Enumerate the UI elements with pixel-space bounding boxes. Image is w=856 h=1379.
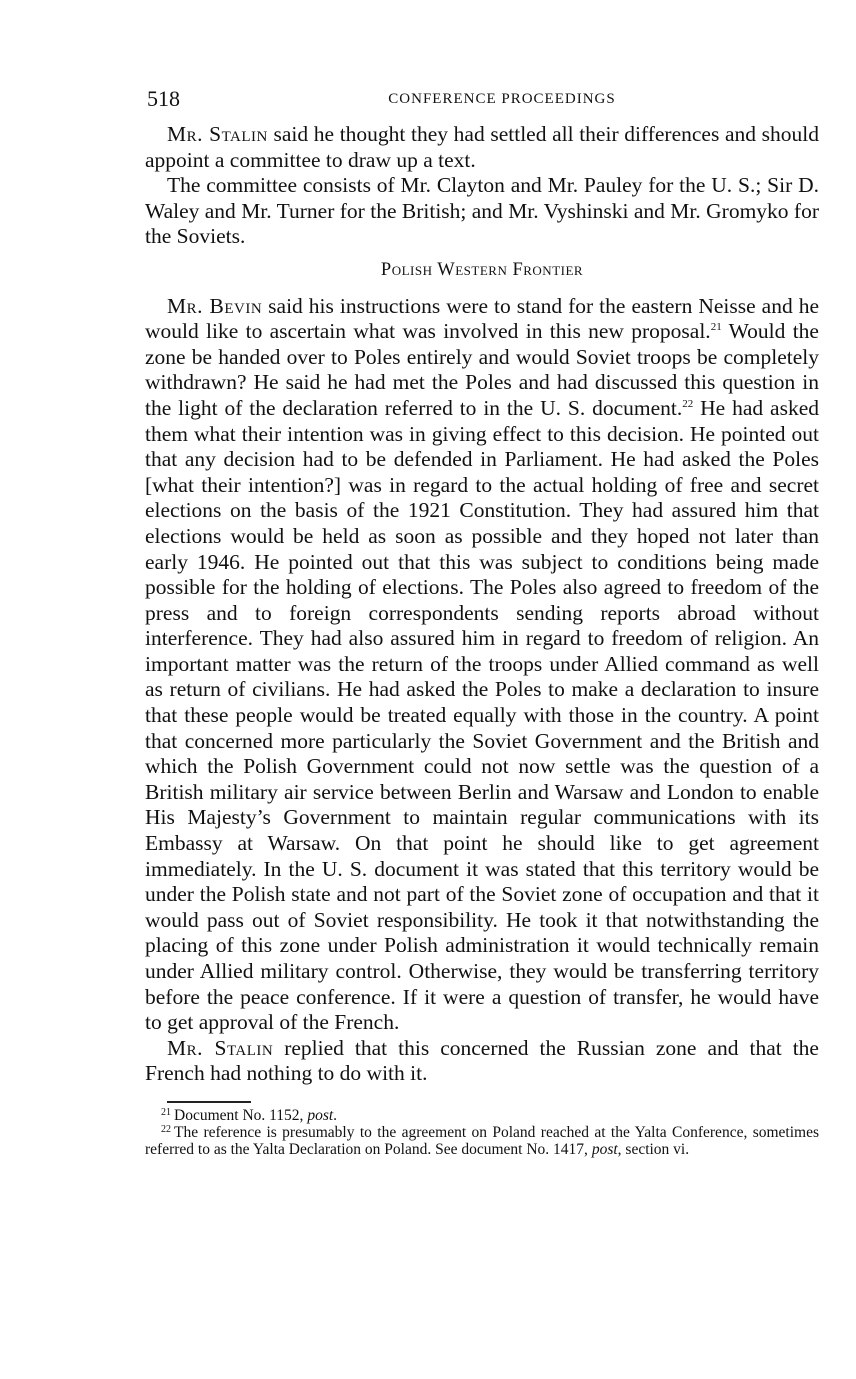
paragraph-text: replied that this concerned the Russian zone and that the French had nothing to do with it.	[145, 1035, 819, 1086]
document-page	[145, 86, 819, 1158]
footnote-italic: post	[307, 1106, 334, 1124]
speaker-name: Mr. Stalin	[167, 122, 268, 146]
paragraph-committee-members	[145, 173, 819, 250]
footnote-text: Document No. 1152,	[174, 1106, 308, 1124]
body-text	[145, 122, 819, 1087]
footnote-reference: 21	[710, 321, 722, 334]
footnote-text: , section vi.	[617, 1140, 690, 1158]
section-heading: Polish Western Frontier	[380, 259, 584, 280]
paragraph-text: He had asked them what their intention was in giving effect to this decision. He pointed out that any decision had to be defended in Parliament. He had asked the Poles [what their intention?] was in regard to the actual holding of free and secret elections on the basis of the 1921 Constitution. They had assured him that elections would be held as soon as possible and they hoped not later than early 1946. He pointed out that this was subject to conditions being made possible for the holding of elections. The Poles also agreed to freedom of the press and to foreign correspondents sending reports abroad without interference. They had also assured him in regard to freedom of religion. An important matter was the return of the troops under Allied command as well as return of civilians. He had asked the Poles to make a declaration to insure that these people would be treated equally with those in the country. A point that concerned more particularly the Soviet Government and the British and which the Polish Government could not now settle was the question of a British military air service between Berlin and Warsaw and London to enable His Majesty’s Government to maintain regular communications with its Embassy at Warsaw. On that point he should like to get agreement immediately. In the U. S. document it was stated that this territory would be under the Polish state and not part of the Soviet zone of occupation and that it would pass out of Soviet responsibility. He took it that notwithstanding the placing of this zone under Polish administration it would technically remain under Allied military control. Otherwise, they would be transferring territory before the peace conference. If it were a question of transfer, he would have to get approval of the French.	[145, 395, 819, 1035]
footnote-text: The reference is presumably to the agreement on Poland reached at the Yalta Conference, sometimes referred to as the Yalta Declaration on Poland. See document No. 1417,	[145, 1123, 819, 1158]
footnote-italic: post	[591, 1140, 618, 1158]
footnote-mark: 22	[161, 1123, 171, 1135]
speaker-name: Mr. Stalin	[167, 1035, 274, 1060]
footnote	[145, 1107, 819, 1124]
paragraph-stalin-committee	[145, 122, 819, 173]
paragraph-text: said he thought they had settled all their differences and should appoint a committee to draw up a text.	[145, 122, 819, 172]
paragraph-text: The committee consists of Mr. Clayton and Mr. Pauley for the U. S.; Sir D. Waley and Mr. Turner for the British; and Mr. Vyshinski and Mr. Gromyko for the Soviets.	[145, 173, 819, 249]
paragraph-stalin-reply	[145, 1036, 819, 1087]
page-number: 518	[147, 86, 180, 111]
running-title: CONFERENCE PROCEEDINGS	[388, 91, 616, 107]
paragraph-text: said his instructions were to stand for the eastern Neisse and he would like to ascertain what was involved in this new proposal.	[145, 293, 819, 344]
footnotes	[145, 1107, 819, 1158]
footnote-reference: 22	[682, 397, 694, 410]
footnote-text: .	[333, 1106, 338, 1124]
footnote	[145, 1124, 819, 1158]
running-head	[145, 86, 819, 122]
speaker-name: Mr. Bevin	[167, 293, 263, 318]
footnote-divider	[167, 1101, 251, 1103]
paragraph-bevin-statement	[145, 294, 819, 1036]
footnote-mark: 21	[161, 1106, 171, 1118]
paragraph-text: Would the zone be handed over to Poles entirely and would Soviet troops be completely withdrawn? He said he had met the Poles and had discussed this question in the light of the declaration referred to in the U. S. document.	[145, 319, 819, 420]
